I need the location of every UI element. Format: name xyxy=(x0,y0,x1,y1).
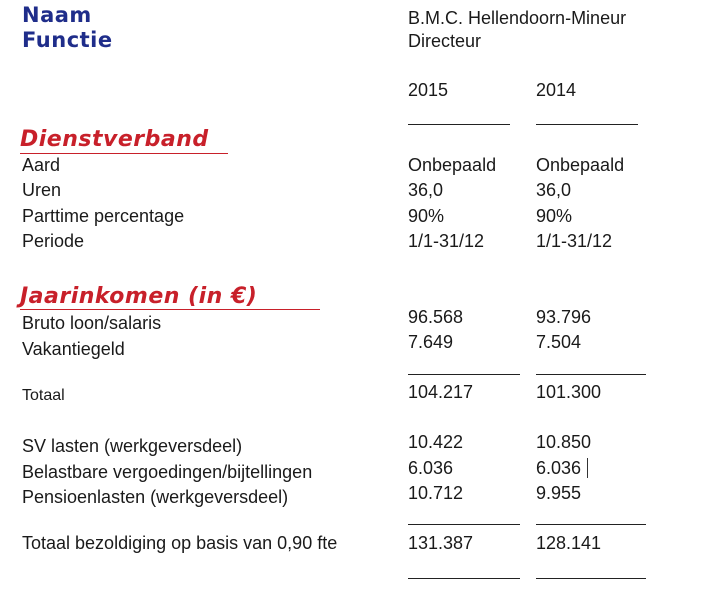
periode-2014: 1/1-31/12 xyxy=(536,231,613,251)
final-line-2014 xyxy=(536,578,646,579)
vakantiegeld-2014: 7.504 xyxy=(536,332,582,352)
pensioen-2014: 9.955 xyxy=(536,483,582,503)
parttime-2015: 90% xyxy=(408,206,445,226)
totaal-2015: 104.217 xyxy=(408,382,474,402)
bruto-2015: 96.568 xyxy=(408,307,464,327)
pensioen-2015: 10.712 xyxy=(408,483,464,503)
text-cursor xyxy=(587,458,588,478)
aard-2015: Onbepaald xyxy=(408,155,497,175)
functie-label: Functie xyxy=(22,28,113,52)
belastbare-2014: 6.036 xyxy=(536,458,582,478)
sv-lasten-2015: 10.422 xyxy=(408,432,464,452)
aard-2014: Onbepaald xyxy=(536,155,625,175)
periode-2015: 1/1-31/12 xyxy=(408,231,485,251)
uren-2014: 36,0 xyxy=(536,180,572,200)
jaarinkomen-title-underline xyxy=(20,309,320,310)
parttime-2014: 90% xyxy=(536,206,573,226)
naam-label: Naam xyxy=(22,3,92,27)
jaarinkomen-title: Jaarinkomen (in €) xyxy=(20,284,258,309)
row-label-belastbare: Belastbare vergoedingen/bijtellingen xyxy=(22,462,313,482)
total-line-2015 xyxy=(408,524,520,525)
row-label-pensioen: Pensioenlasten (werkgeversdeel) xyxy=(22,487,289,507)
dienstverband-title: Dienstverband xyxy=(20,127,209,152)
row-label-totaal: Totaal xyxy=(22,387,65,404)
subtotal-line-2014 xyxy=(536,374,646,375)
belastbare-2015: 6.036 xyxy=(408,458,454,478)
subtotal-line-2015 xyxy=(408,374,520,375)
total-line-2014 xyxy=(536,524,646,525)
totaal-bezoldiging-2015: 131.387 xyxy=(408,533,474,553)
row-label-sv-lasten: SV lasten (werkgeversdeel) xyxy=(22,436,243,456)
row-label-bruto: Bruto loon/salaris xyxy=(22,313,162,333)
row-label-vakantiegeld: Vakantiegeld xyxy=(22,339,125,359)
row-label-totaal-bezoldiging: Totaal bezoldiging op basis van 0,90 fte xyxy=(22,533,338,553)
year-2014-header: 2014 xyxy=(536,80,577,100)
year-2015-underline xyxy=(408,124,510,125)
row-label-parttime: Parttime percentage xyxy=(22,206,185,226)
naam-value: B.M.C. Hellendoorn-Mineur xyxy=(408,8,627,28)
year-2015-header: 2015 xyxy=(408,80,449,100)
vakantiegeld-2015: 7.649 xyxy=(408,332,454,352)
row-label-aard: Aard xyxy=(22,155,61,175)
row-label-periode: Periode xyxy=(22,231,85,251)
bruto-2014: 93.796 xyxy=(536,307,592,327)
functie-value: Directeur xyxy=(408,31,482,51)
totaal-2014: 101.300 xyxy=(536,382,602,402)
sv-lasten-2014: 10.850 xyxy=(536,432,592,452)
totaal-bezoldiging-2014: 128.141 xyxy=(536,533,602,553)
year-2014-underline xyxy=(536,124,638,125)
final-line-2015 xyxy=(408,578,520,579)
row-label-uren: Uren xyxy=(22,180,62,200)
uren-2015: 36,0 xyxy=(408,180,444,200)
